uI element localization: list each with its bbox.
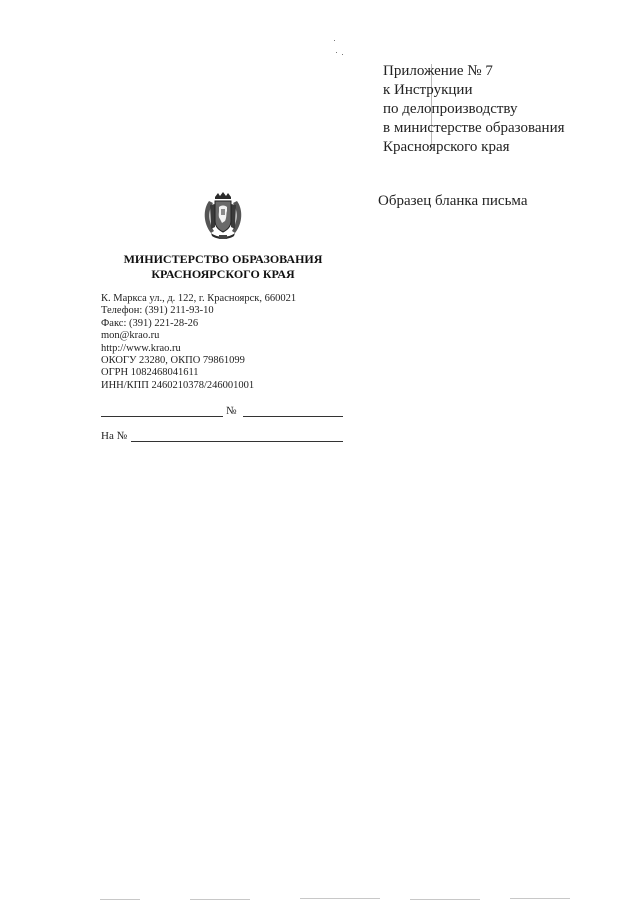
ministry-name-line-2: КРАСНОЯРСКОГО КРАЯ [151, 267, 295, 281]
registration-line [101, 405, 343, 419]
appendix-line-1: Приложение № 7 [383, 63, 493, 79]
okogu-okpo: ОКОГУ 23280, ОКПО 79861099 [101, 355, 245, 367]
number-label: № [226, 405, 237, 417]
ministry-name-line-1: МИНИСТЕРСТВО ОБРАЗОВАНИЯ [123, 252, 323, 266]
scan-bottom-edge [80, 896, 640, 902]
appendix-line-4: в министерстве образования [383, 120, 565, 136]
fax: Факс: (391) 221-28-26 [101, 317, 199, 329]
address: К. Маркса ул., д. 122, г. Красноярск, 660021 [101, 293, 297, 304]
ministry-name [92, 252, 354, 282]
appendix-line-2: к Инструкции [383, 82, 473, 98]
ogrn: ОГРН 1082468041611 [101, 367, 199, 379]
email: mon@krao.ru [101, 330, 160, 342]
website: http://www.krao.ru [101, 342, 181, 354]
inn-kpp: ИНН/КПП 2460210378/246001001 [101, 379, 255, 391]
reply-label: На № [101, 430, 128, 442]
contact-details [101, 293, 296, 392]
reply-blank [131, 441, 343, 442]
krasnoyarsk-coat-of-arms-icon [201, 191, 245, 241]
appendix-line-3: по делопроизводству [383, 101, 518, 117]
reply-reference-line [101, 430, 343, 444]
date-blank [101, 416, 223, 417]
scan-specks [330, 38, 346, 58]
number-blank [243, 416, 343, 417]
phone: Телефон: (391) 211-93-10 [101, 305, 214, 317]
appendix-line-5: Красноярского края [383, 139, 510, 155]
appendix-reference [383, 62, 565, 157]
sample-title: Образец бланка письма [378, 193, 528, 209]
